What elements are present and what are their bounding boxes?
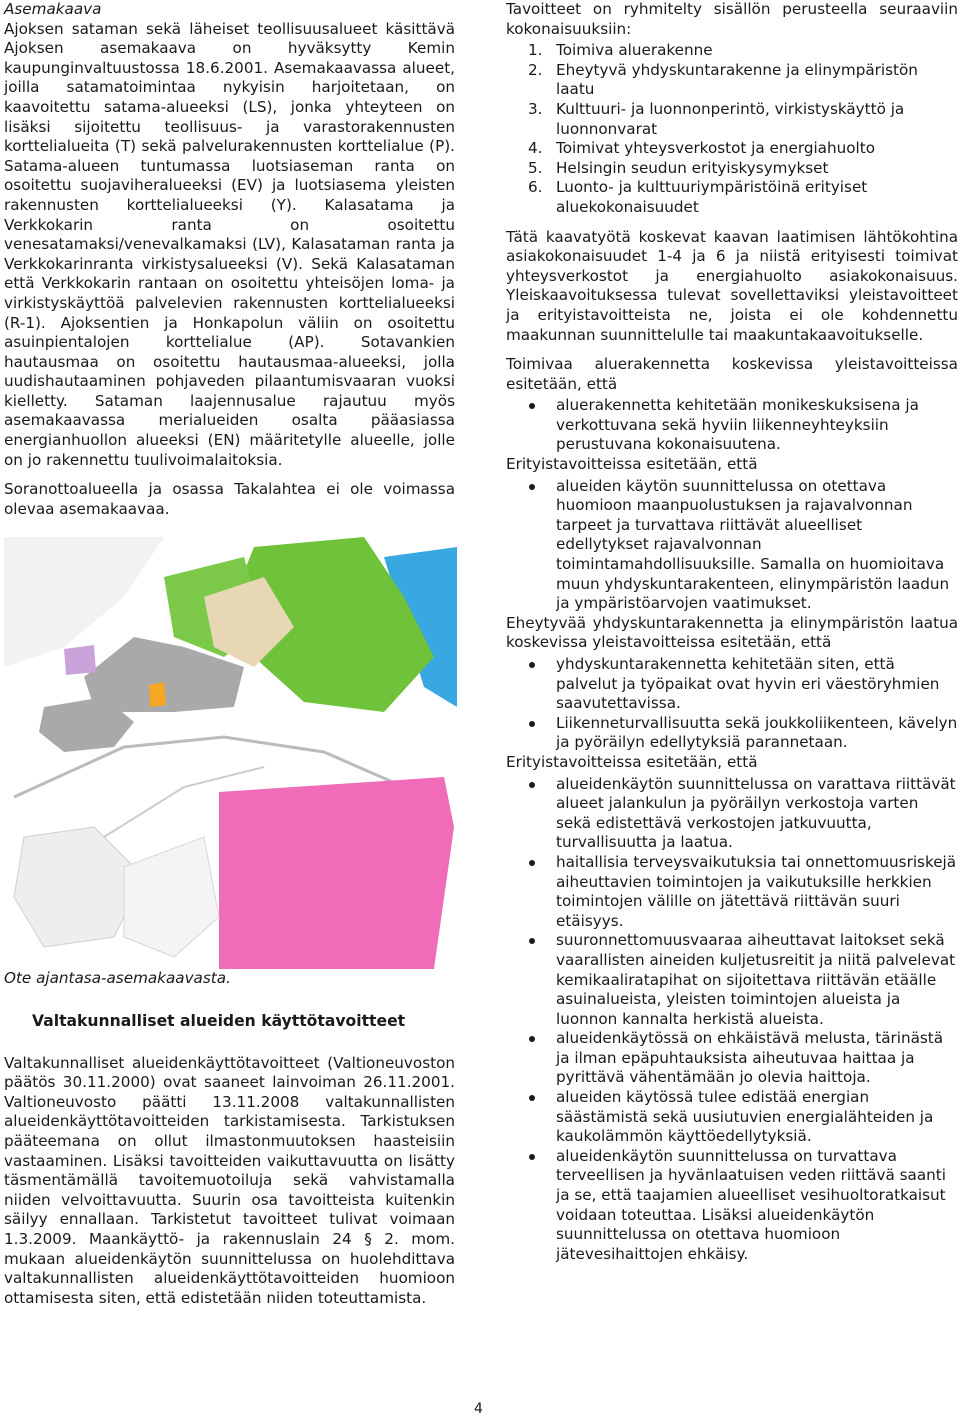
list-item: suuronnettomuusvaaraa aiheuttavat laitokset sekä vaarallisten aineiden kuljetusreitit ja niitä palvelevat kemikaaliratapihat on sijoitettava riittävän etäälle asuinalueista, yleisten toimintojen alueista ja luonnon kannalta herkistä alueista. (506, 931, 958, 1029)
paragraph-work: Tätä kaavatyötä koskevat kaavan laatimisen lähtökohtina asiakokonaisuudet 1-4 ja 6 ja niistä erityisesti toimivat yhteysverkostot ja energiahuolto asiakokonaisuus. Yleiskaavoituksessa tulevat sovellettaviksi yleistavoitteet ja erityistavoitteista ne, joista ei ole kohdennettu maakunnan suunnittelulle tai maakuntakaavoitukselle. (506, 227, 958, 344)
map-purple-area (64, 645, 96, 675)
list-item: 4. Toimivat yhteysverkostot ja energiahuolto (528, 139, 875, 158)
right-column (506, 0, 958, 1264)
bullets-eheyt (506, 655, 958, 753)
paragraph-eheyt: Eheytyvää yhdyskuntarakennetta ja elinympäristön laatua koskevissa yleistavoitteissa esitetään, että (506, 613, 958, 652)
list-item: yhdyskuntarakennetta kehitetään siten, että palvelut ja työpaikat ovat hyvin eri väestöryhmien saavutettavissa. (506, 655, 958, 714)
bullets-erit1 (506, 477, 958, 614)
zoning-map-drawing (4, 537, 457, 969)
list-item: 3. Kulttuuri- ja luonnonperintö, virkistyskäyttö ja luonnonvarat (528, 99, 905, 138)
list-item: aluerakennetta kehitetään monikeskuksisena ja verkottuvana sekä hyviin liikenneyhteyksiin perustuvana kokonaisuutena. (506, 396, 958, 455)
heading-valtakunnalliset: Valtakunnalliset alueiden käyttötavoitteet (32, 1012, 406, 1031)
list-item: Liikenneturvallisuutta sekä joukkoliikenteen, kävelyn ja pyöräilyn edellytyksiä parannetaan. (506, 714, 958, 753)
map-orange-area (149, 682, 166, 707)
paragraph-soranotto: Soranottoalueella ja osassa Takalahtea ei ole voimassa olevaa asemakaavaa. (4, 480, 455, 518)
map-caption: Ote ajantasa-asemakaavasta. (4, 969, 231, 988)
list-item: alueidenkäytössä on ehkäistävä melusta, tärinästä ja ilman epäpuhtauksista aiheutuvaa haittaa ja pyrittävä vähentämään jo olevia haittoja. (506, 1029, 958, 1088)
list-item: alueidenkäytön suunnittelussa on varattava riittävät alueet jalankulun ja pyöräilyn verkostoja varten sekä edistettävä verkostojen jatkuvuutta, turvallisuutta ja laatua. (506, 775, 958, 853)
paragraph-intro: Tavoitteet on ryhmitelty sisällön perusteella seuraaviin kokonaisuuksiin: (506, 0, 958, 38)
list-item: 1. Toimiva aluerakenne (528, 41, 713, 60)
map-pink-energy-area (219, 777, 454, 969)
bullet-icon (529, 938, 535, 944)
page-number: 4 (474, 1401, 483, 1417)
bullet-icon (529, 1095, 535, 1101)
bullet-icon (529, 782, 535, 788)
list-item: alueidenkäytön suunnittelussa on turvattava terveellisen ja hyvänlaatuisen veden riittävä saanti ja se, että taajamien alueelliset vesihuoltoratkaisut voidaan toteuttaa. Lisäksi alueidenkäytön suunnittelussa on otettava huomioon jätevesihaittojen ehkäisy. (506, 1147, 958, 1265)
paragraph-toimiva: Toimivaa aluerakennetta koskevissa yleistavoitteissa esitetään, että (506, 355, 958, 393)
bullet-icon (529, 403, 535, 409)
bullet-icon (529, 662, 535, 668)
section-title: Asemakaava (4, 0, 102, 18)
list-item: alueiden käytössä tulee edistää energian säästämistä sekä uusiutuvien energialähteiden ja kaukolämmön käyttöedellytyksiä. (506, 1088, 958, 1147)
left-column (4, 0, 455, 1308)
bullets-toimiva (506, 396, 958, 455)
groups-list (506, 41, 958, 217)
list-item: 6. Luonto- ja kulttuuriympäristöinä erityiset aluekokonaisuudet (528, 178, 868, 216)
bullets-erit2 (506, 775, 958, 1265)
paragraph-erit2: Erityistavoitteissa esitetään, että (506, 752, 758, 771)
bullet-icon (529, 860, 535, 866)
bullet-icon (529, 484, 535, 490)
list-item: alueiden käytön suunnittelussa on otettava huomioon maanpuolustuksen ja rajavalvonnan tarpeet ja turvattava riittävät alueelliset edellytykset rajavalvonnan toimintamahdollisuuksille. Samalla on huomioitava muun yhdyskuntarakenteen, elinympäristön laadun ja ympäristöarvojen vaatimukset. (506, 477, 958, 614)
list-item: 2. Eheytyvä yhdyskuntarakenne ja elinympäristön laatu (528, 60, 918, 99)
paragraph-erit1: Erityistavoitteissa esitetään, että (506, 455, 758, 474)
bullet-icon (529, 721, 535, 727)
list-item: haitallisia terveysvaikutuksia tai onnettomuusriskejä aiheuttavien toimintojen ja vaikutuksille herkkien toimintojen välille on jätettävä riittävän suuri etäisyys. (506, 853, 958, 931)
list-item: 5. Helsingin seudun erityiskysymykset (528, 158, 829, 177)
zoning-map (4, 537, 457, 969)
paragraph-asemakaava: Ajoksen sataman sekä läheiset teollisuusalueet käsittävä Ajoksen asemakaava on hyväksytty Kemin kaupunginvaltuustossa 18.6.2001. Asemakaavassa alueet, joilla satamatoimintaa nykyisin harjoitetaan, on kaavoitettu satama-alueeksi (LS), jonka yhteyteen on lisäksi sijoitettu teollisuus- ja varastorakennusten korttelialueita (T) sekä palvelurakennusten korttelialue (P). Satama-alueen tuntumassa luotsiaseman ranta on osoitettu suojaviheralueeksi (EV) ja luotsiasema yleisten rakennusten korttelialueeksi (Y). Kalasatama ja Verkkokarin ranta on osoitettu venesatamaksi/venevalkamaksi (LV), Kalasataman ranta ja Verkkokarinranta virkistysalueeksi (V). Sekä Kalasataman että Verkkokarin rantaan on osoitettu yhteisöjen loma- ja virkistyskäyttöä palvelevien rakennusten korttelialueeksi (R-1). Ajoksentien ja Honkapolun väliin on osoitettu asuinpientalojen korttelialue (AP). Sotavankien hautausmaa on osoitettu hautausmaa-alueeksi, jolla uudishautaaminen pohjaveden pilaantumisvaaran vuoksi kielletty. Sataman laajennusalue rajautuu myös asemakaavassa merialueiden osalta pääasiassa energianhuollon alueeksi (EN) määritetylle alueelle, jolle on jo rakennettu tuulivoimalaitoksia. (4, 19, 455, 469)
bullet-icon (529, 1036, 535, 1042)
paragraph-valtakunnalliset: Valtakunnalliset alueidenkäyttötavoitteet (Valtioneuvoston päätös 30.11.2000) ovat saaneet lainvoiman 26.11.2001. Valtioneuvosto päätti 13.11.2008 valtakunnallisten alueidenkäyttötavoitteiden tarkistamisesta. Tarkistuksen pääteemana on ollut ilmastonmuutoksen haasteisiin vastaaminen. Lisäksi tavoitteiden vaikuttavuutta on lisätty täsmentämällä tavoitemuotoiluja sekä vahvistamalla niiden velvoittavuutta. Suurin osa tavoitteista kuitenkin säilyy ennallaan. Tarkistetut tavoitteet tulivat voimaan 1.3.2009. Maankäyttö- ja rakennuslain 24 § 2. mom. mukaan alueidenkäytön suunnittelussa on huolehdittava valtakunnallisten alueidenkäyttötavoitteiden huomioon ottamisesta siten, että edistetään niiden toteuttamista. (4, 1053, 455, 1307)
bullet-icon (529, 1154, 535, 1160)
